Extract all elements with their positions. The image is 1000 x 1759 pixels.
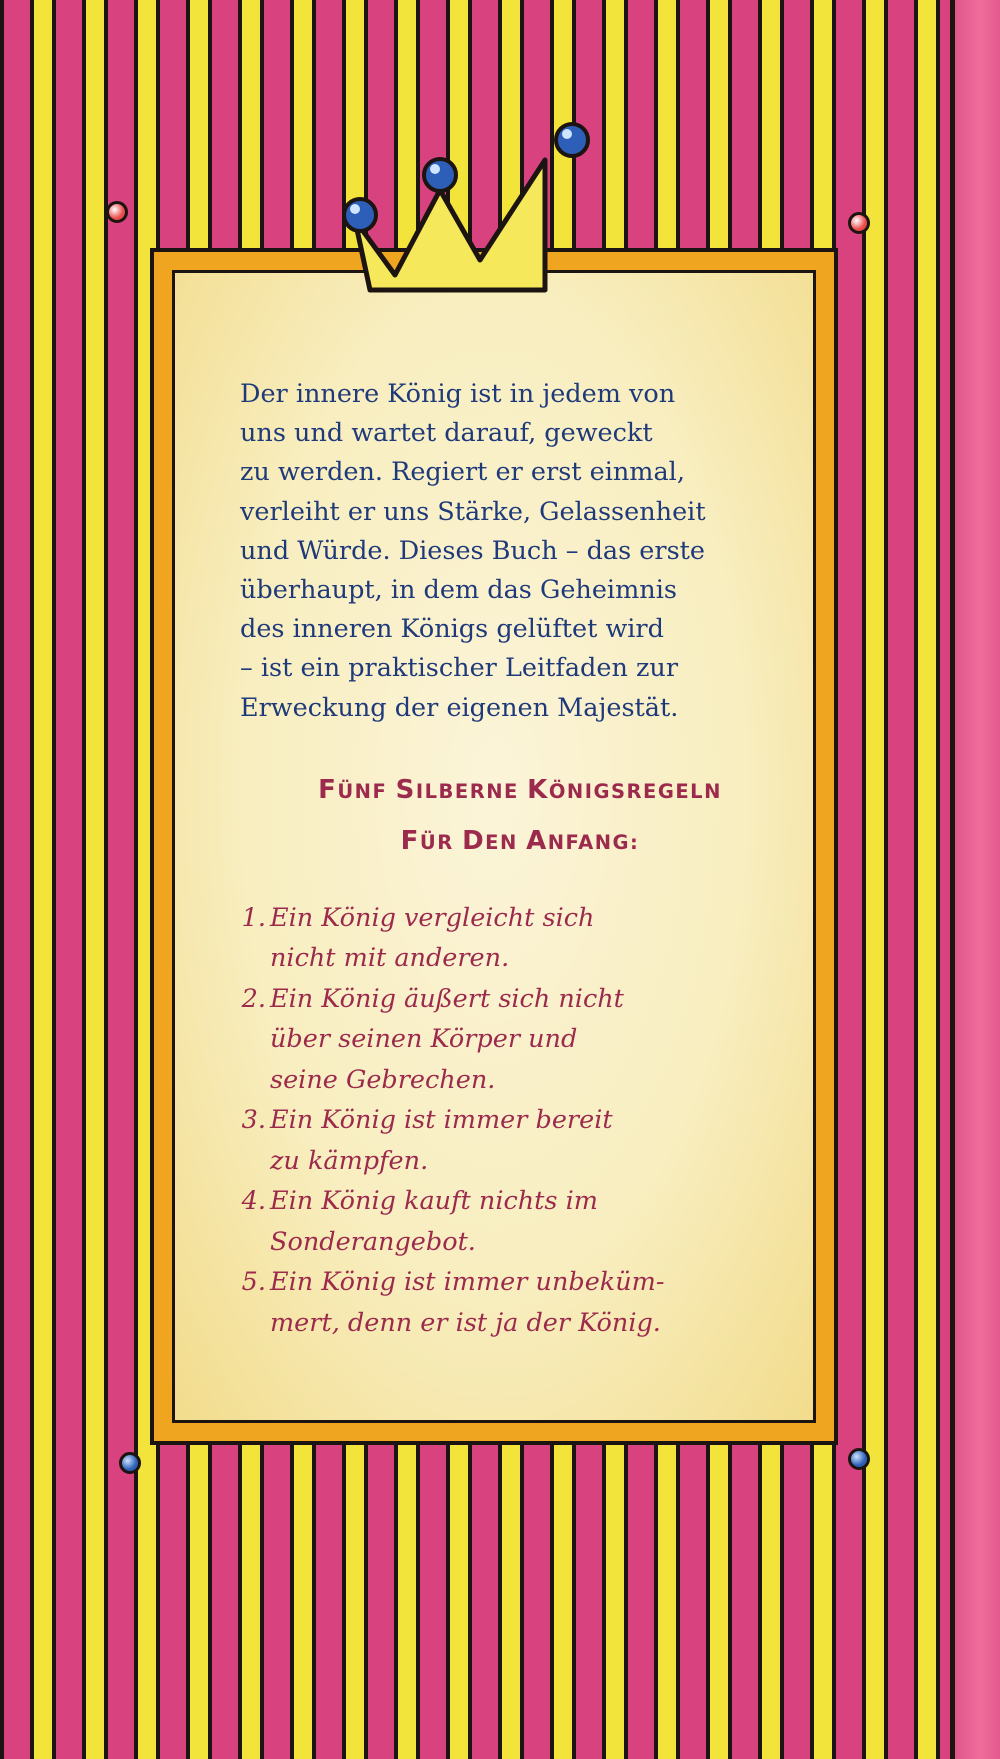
rule-text [270,979,624,1101]
rule-item [240,898,800,979]
rule-line: über seinen Körper und [270,1024,578,1055]
rule-number: 4. [241,1186,266,1217]
intro-line: Der innere König ist in jedem von [240,379,676,409]
rules-heading [240,766,800,868]
bottom-left-knob-icon [119,1452,141,1474]
rule-number: 2. [241,983,266,1014]
top-left-knob-icon [106,201,128,223]
rule-text [270,1181,598,1262]
intro-line: verleiht er uns Stärke, Gelassenheit [240,496,706,527]
bottom-right-knob-icon [848,1448,870,1470]
intro-line: uns und wartet darauf, geweckt [240,418,653,449]
intro-line: überhaupt, in dem das Geheimnis [240,575,677,606]
heading-word: ÖNIGSREGELN [548,779,722,803]
heading-line-1 [240,766,800,817]
heading-letter: A [526,825,548,856]
rule-line: mert, denn er ist ja der König. [270,1307,661,1338]
heading-line-2 [240,817,800,868]
rule-item [240,1262,800,1343]
intro-line: zu werden. Regiert er erst einmal, [240,457,685,488]
intro-line: des inneren Königs gelüftet wird [240,614,664,645]
rule-line: Ein König äußert sich nicht [270,983,624,1014]
rule-text [270,898,594,979]
rule-line: nicht mit anderen. [270,943,510,974]
intro-line: – ist ein praktischer Leitfaden zur [240,653,679,684]
heading-letter: S [395,774,416,805]
rule-number: 5. [241,1267,266,1298]
rule-line: Ein König ist immer bereit [270,1105,613,1136]
heading-word: ÜR [419,830,463,854]
intro-paragraph [240,375,800,728]
heading-letter: D [462,825,486,856]
rule-item [240,1181,800,1262]
intro-line: Erweckung der eigenen Majestät. [240,692,679,723]
text-area [240,375,800,1343]
rule-text [270,1262,664,1343]
heading-letter: F [400,825,420,856]
rule-text [270,1100,613,1181]
heading-letter: K [527,774,549,805]
rule-item [240,979,800,1101]
heading-letter: F [318,774,338,805]
book-spine [950,0,1000,1759]
intro-line: und Würde. Dieses Buch – das erste [240,535,706,566]
rule-item [240,1100,800,1181]
heading-word: EN [485,830,527,854]
heading-word: ILBERNE [415,779,528,803]
crown-icon [340,120,590,320]
rule-number: 3. [241,1105,266,1136]
rule-line: Ein König ist immer unbeküm- [270,1267,665,1298]
rule-line: Ein König kauft nichts im [270,1186,598,1217]
rule-line: seine Gebrechen. [270,1064,496,1095]
rule-number: 1. [241,902,266,933]
top-right-knob-icon [848,212,870,234]
heading-word: ÜNF [337,779,396,803]
rules-list [240,898,800,1344]
rule-line: Ein König vergleicht sich [270,902,595,933]
heading-word: NFANG: [547,830,640,854]
rule-line: zu kämpfen. [270,1145,429,1176]
rule-line: Sonderangebot. [270,1226,476,1257]
